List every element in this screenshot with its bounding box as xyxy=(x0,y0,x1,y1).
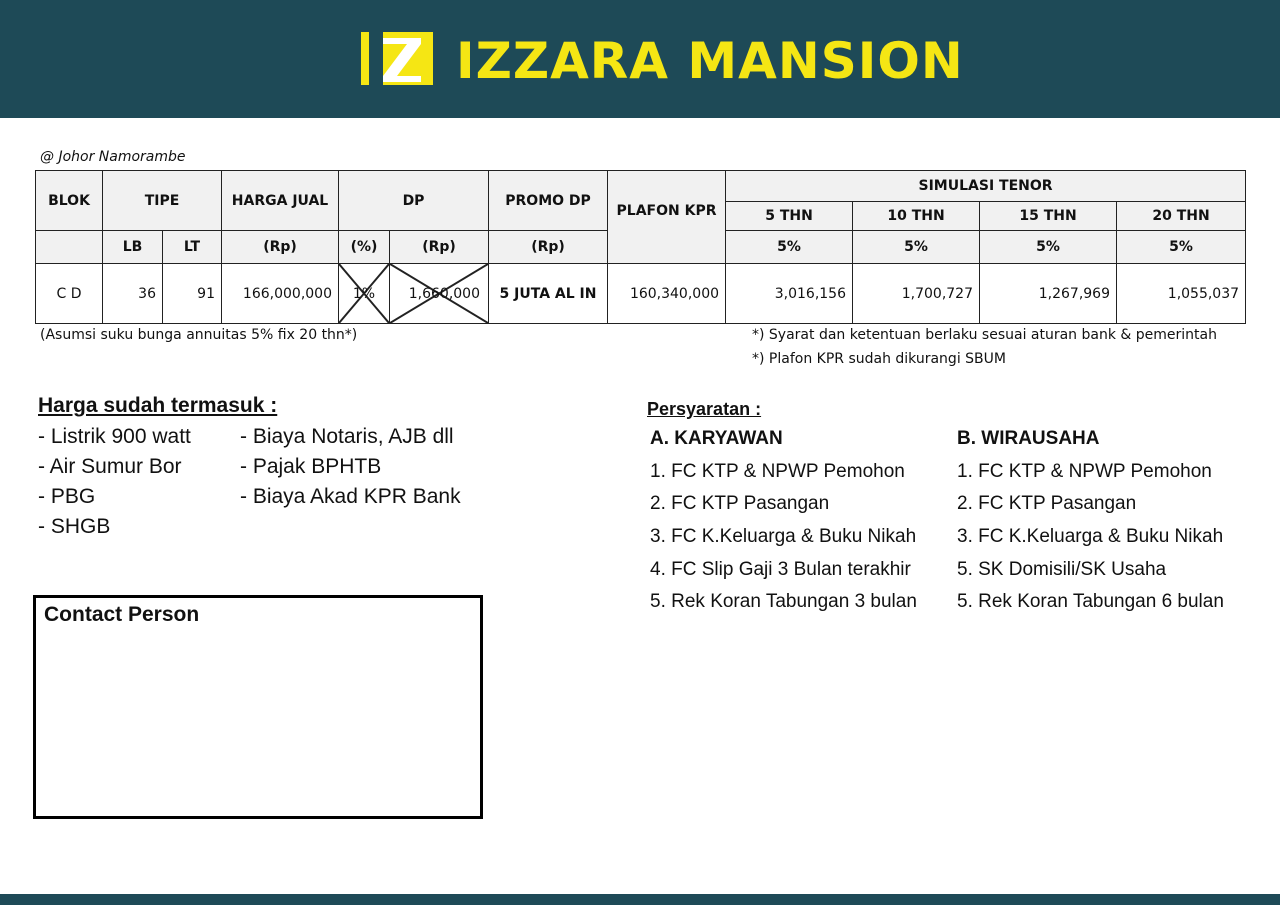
includes-item: - Listrik 900 watt xyxy=(38,425,191,448)
cell-dp-rp xyxy=(390,264,489,324)
includes-title: Harga sudah termasuk : xyxy=(38,394,278,417)
cell-tenor-5: 3,016,156 xyxy=(726,264,853,324)
price-table xyxy=(35,170,1246,324)
header-blok: BLOK xyxy=(36,171,103,231)
location-label: @ Johor Namorambe xyxy=(40,149,186,165)
cell-promo: 5 JUTA AL IN xyxy=(489,264,608,324)
cell-harga: 166,000,000 xyxy=(222,264,339,324)
terms-note: *) Syarat dan ketentuan berlaku sesuai aturan bank & pemerintah xyxy=(752,327,1217,343)
cell-lt: 91 xyxy=(163,264,222,324)
includes-item: - Biaya Akad KPR Bank xyxy=(240,485,461,508)
iz-logo-icon xyxy=(361,32,433,85)
cell-dp-pct xyxy=(339,264,390,324)
header-tenor-10: 10 THN xyxy=(853,202,980,231)
karyawan-item: 1. FC KTP & NPWP Pemohon xyxy=(650,461,905,482)
header-blok-cont xyxy=(36,231,103,264)
requirements-title: Persyaratan : xyxy=(647,399,762,419)
header-tenor-5: 5 THN xyxy=(726,202,853,231)
wirausaha-item: 3. FC K.Keluarga & Buku Nikah xyxy=(957,526,1224,547)
header-promo-unit: (Rp) xyxy=(489,231,608,264)
wirausaha-item: 1. FC KTP & NPWP Pemohon xyxy=(957,461,1212,482)
header-tenor-20: 20 THN xyxy=(1117,202,1246,231)
wirausaha-title: B. WIRAUSAHA xyxy=(957,428,1100,449)
wirausaha-item: 5. Rek Koran Tabungan 6 bulan xyxy=(957,591,1224,612)
includes-item: - PBG xyxy=(38,485,96,508)
cell-plafon: 160,340,000 xyxy=(608,264,726,324)
header-lt: LT xyxy=(163,231,222,264)
karyawan-title: A. KARYAWAN xyxy=(650,428,783,449)
cell-blok: C D xyxy=(36,264,103,324)
karyawan-item: 2. FC KTP Pasangan xyxy=(650,493,830,514)
karyawan-item: 5. Rek Koran Tabungan 3 bulan xyxy=(650,591,917,612)
cell-dp-pct-text: 1% xyxy=(352,285,376,302)
header-lb: LB xyxy=(103,231,163,264)
table-row xyxy=(36,264,1246,324)
contact-title: Contact Person xyxy=(44,603,200,626)
brand-title: IZZARA MANSION xyxy=(456,32,964,90)
header-rate-15: 5% xyxy=(980,231,1117,264)
header-promo-dp: PROMO DP xyxy=(489,171,608,231)
cell-tenor-20: 1,055,037 xyxy=(1117,264,1246,324)
header-tenor-15: 15 THN xyxy=(980,202,1117,231)
contact-box xyxy=(33,595,483,819)
cell-tenor-15: 1,267,969 xyxy=(980,264,1117,324)
includes-item: - Pajak BPHTB xyxy=(240,455,382,478)
includes-item: - Biaya Notaris, AJB dll xyxy=(240,425,454,448)
karyawan-item: 3. FC K.Keluarga & Buku Nikah xyxy=(650,526,917,547)
header-rate-10: 5% xyxy=(853,231,980,264)
header-harga-unit: (Rp) xyxy=(222,231,339,264)
header-dp-rp: (Rp) xyxy=(390,231,489,264)
sbum-note: *) Plafon KPR sudah dikurangi SBUM xyxy=(752,351,1006,367)
includes-item: - Air Sumur Bor xyxy=(38,455,182,478)
header-dp-pct: (%) xyxy=(339,231,390,264)
includes-item: - SHGB xyxy=(38,515,111,538)
cell-lb: 36 xyxy=(103,264,163,324)
header-banner xyxy=(0,0,1280,118)
header-harga-jual: HARGA JUAL xyxy=(222,171,339,231)
cell-dp-rp-text: 1,660,000 xyxy=(408,285,481,302)
header-rate-5: 5% xyxy=(726,231,853,264)
header-tipe: TIPE xyxy=(103,171,222,231)
header-simulasi-tenor: SIMULASI TENOR xyxy=(726,171,1246,202)
header-dp: DP xyxy=(339,171,489,231)
header-rate-20: 5% xyxy=(1117,231,1246,264)
wirausaha-item: 5. SK Domisili/SK Usaha xyxy=(957,559,1167,580)
cell-tenor-10: 1,700,727 xyxy=(853,264,980,324)
header-plafon-kpr: PLAFON KPR xyxy=(608,171,726,264)
wirausaha-item: 2. FC KTP Pasangan xyxy=(957,493,1137,514)
karyawan-item: 4. FC Slip Gaji 3 Bulan terakhir xyxy=(650,559,911,580)
footer-bar xyxy=(0,894,1280,905)
interest-note: (Asumsi suku bunga annuitas 5% fix 20 thn*) xyxy=(40,327,358,343)
